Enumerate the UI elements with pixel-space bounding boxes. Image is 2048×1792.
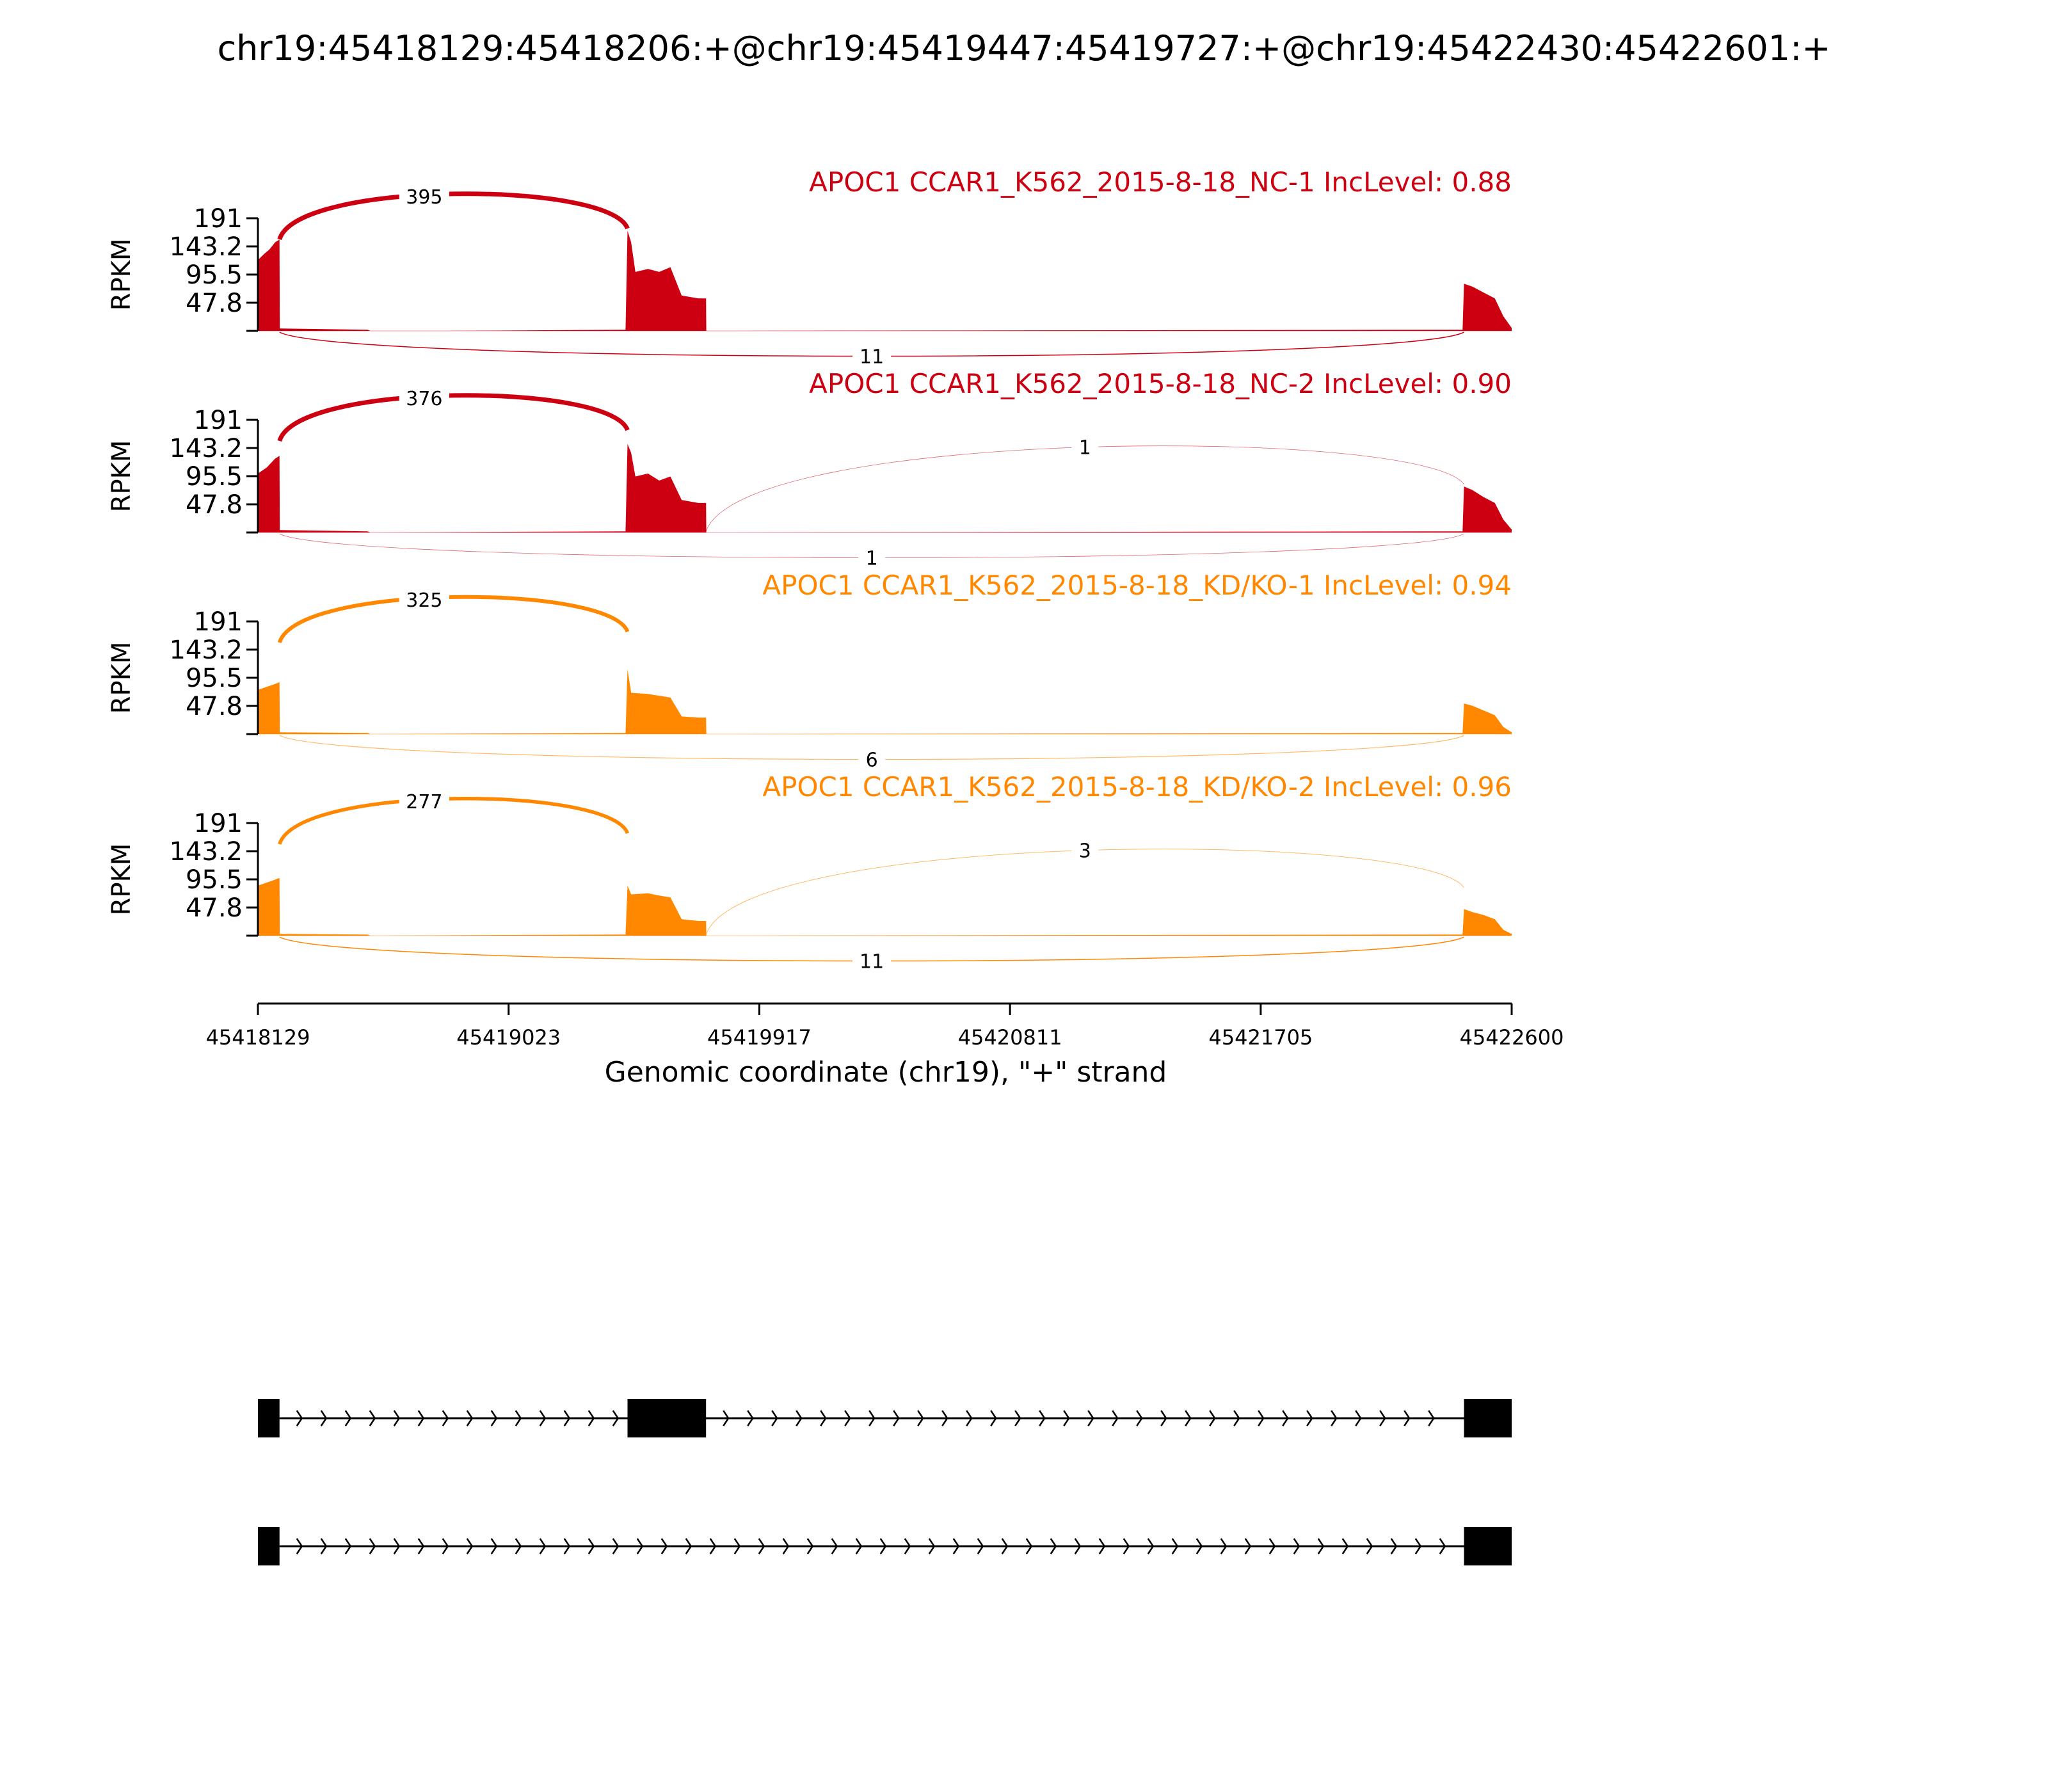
y-axis-label: RPKM <box>107 641 136 714</box>
junction-count-label: 277 <box>406 790 443 813</box>
track-4 <box>107 771 1512 973</box>
junction-arc <box>280 799 628 844</box>
coverage-area <box>258 444 1512 532</box>
sample-label: APOC1 CCAR1_K562_2015-8-18_NC-1 IncLevel: 0.88 <box>809 166 1512 198</box>
y-axis-label: RPKM <box>107 440 136 513</box>
coverage-tracks <box>107 166 1512 973</box>
y-tick-label: 47.8 <box>185 288 243 318</box>
y-tick-label: 191 <box>193 809 243 838</box>
y-tick-label: 191 <box>193 406 243 435</box>
junction-count-label: 3 <box>1078 840 1091 863</box>
x-tick-label: 45421705 <box>1208 1025 1313 1050</box>
isoform-1 <box>258 1399 1512 1437</box>
exon-block <box>1464 1527 1512 1565</box>
y-tick-label: 143.2 <box>169 232 243 262</box>
x-tick-label: 45422600 <box>1459 1025 1564 1050</box>
junction-arc <box>280 597 628 643</box>
junction-count-label: 1 <box>865 547 878 570</box>
x-tick-label: 45420811 <box>957 1025 1062 1050</box>
y-axis-label: RPKM <box>107 238 136 311</box>
exon-block <box>258 1399 280 1437</box>
junction-count-label: 325 <box>406 589 443 612</box>
exon-block <box>627 1399 706 1437</box>
x-tick-label: 45419917 <box>707 1025 812 1050</box>
y-tick-label: 47.8 <box>185 691 243 721</box>
y-tick-label: 95.5 <box>185 865 243 895</box>
y-tick-label: 95.5 <box>185 664 243 693</box>
y-tick-label: 143.2 <box>169 837 243 867</box>
track-2 <box>107 368 1512 570</box>
y-tick-label: 143.2 <box>169 434 243 464</box>
sample-label: APOC1 CCAR1_K562_2015-8-18_KD/KO-1 IncLevel: 0.94 <box>762 570 1512 601</box>
exon-block <box>258 1527 280 1565</box>
junction-count-label: 376 <box>406 387 443 410</box>
y-axis-label: RPKM <box>107 843 136 916</box>
coverage-area <box>258 669 1512 734</box>
isoform-tracks <box>258 1399 1512 1565</box>
x-axis-label: Genomic coordinate (chr19), "+" strand <box>604 1056 1167 1089</box>
junction-count-label: 6 <box>865 749 878 772</box>
x-axis <box>206 1004 1564 1050</box>
track-3 <box>107 570 1512 772</box>
track-1 <box>107 166 1512 369</box>
junction-count-label: 11 <box>860 346 884 369</box>
figure-title: chr19:45418129:45418206:+@chr19:45419447:45419727:+@chr19:45422430:45422601:+ <box>217 28 1831 68</box>
y-tick-label: 191 <box>193 607 243 637</box>
y-tick-label: 95.5 <box>185 462 243 492</box>
x-tick-label: 45419023 <box>456 1025 561 1050</box>
junction-count-label: 1 <box>1078 436 1091 460</box>
junction-arc <box>280 396 628 441</box>
y-tick-label: 47.8 <box>185 893 243 923</box>
junction-arc <box>280 194 628 239</box>
sample-label: APOC1 CCAR1_K562_2015-8-18_NC-2 IncLevel: 0.90 <box>809 368 1512 399</box>
x-tick-label: 45418129 <box>205 1025 310 1050</box>
coverage-area <box>258 878 1512 936</box>
coverage-area <box>258 230 1512 331</box>
y-tick-label: 191 <box>193 204 243 234</box>
exon-block <box>1464 1399 1512 1437</box>
y-tick-label: 47.8 <box>185 490 243 520</box>
junction-count-label: 395 <box>406 186 443 209</box>
junction-count-label: 11 <box>860 950 884 973</box>
y-tick-label: 143.2 <box>169 636 243 666</box>
sample-label: APOC1 CCAR1_K562_2015-8-18_KD/KO-2 IncLevel: 0.96 <box>762 771 1512 803</box>
y-tick-label: 95.5 <box>185 260 243 290</box>
isoform-2 <box>258 1527 1512 1565</box>
